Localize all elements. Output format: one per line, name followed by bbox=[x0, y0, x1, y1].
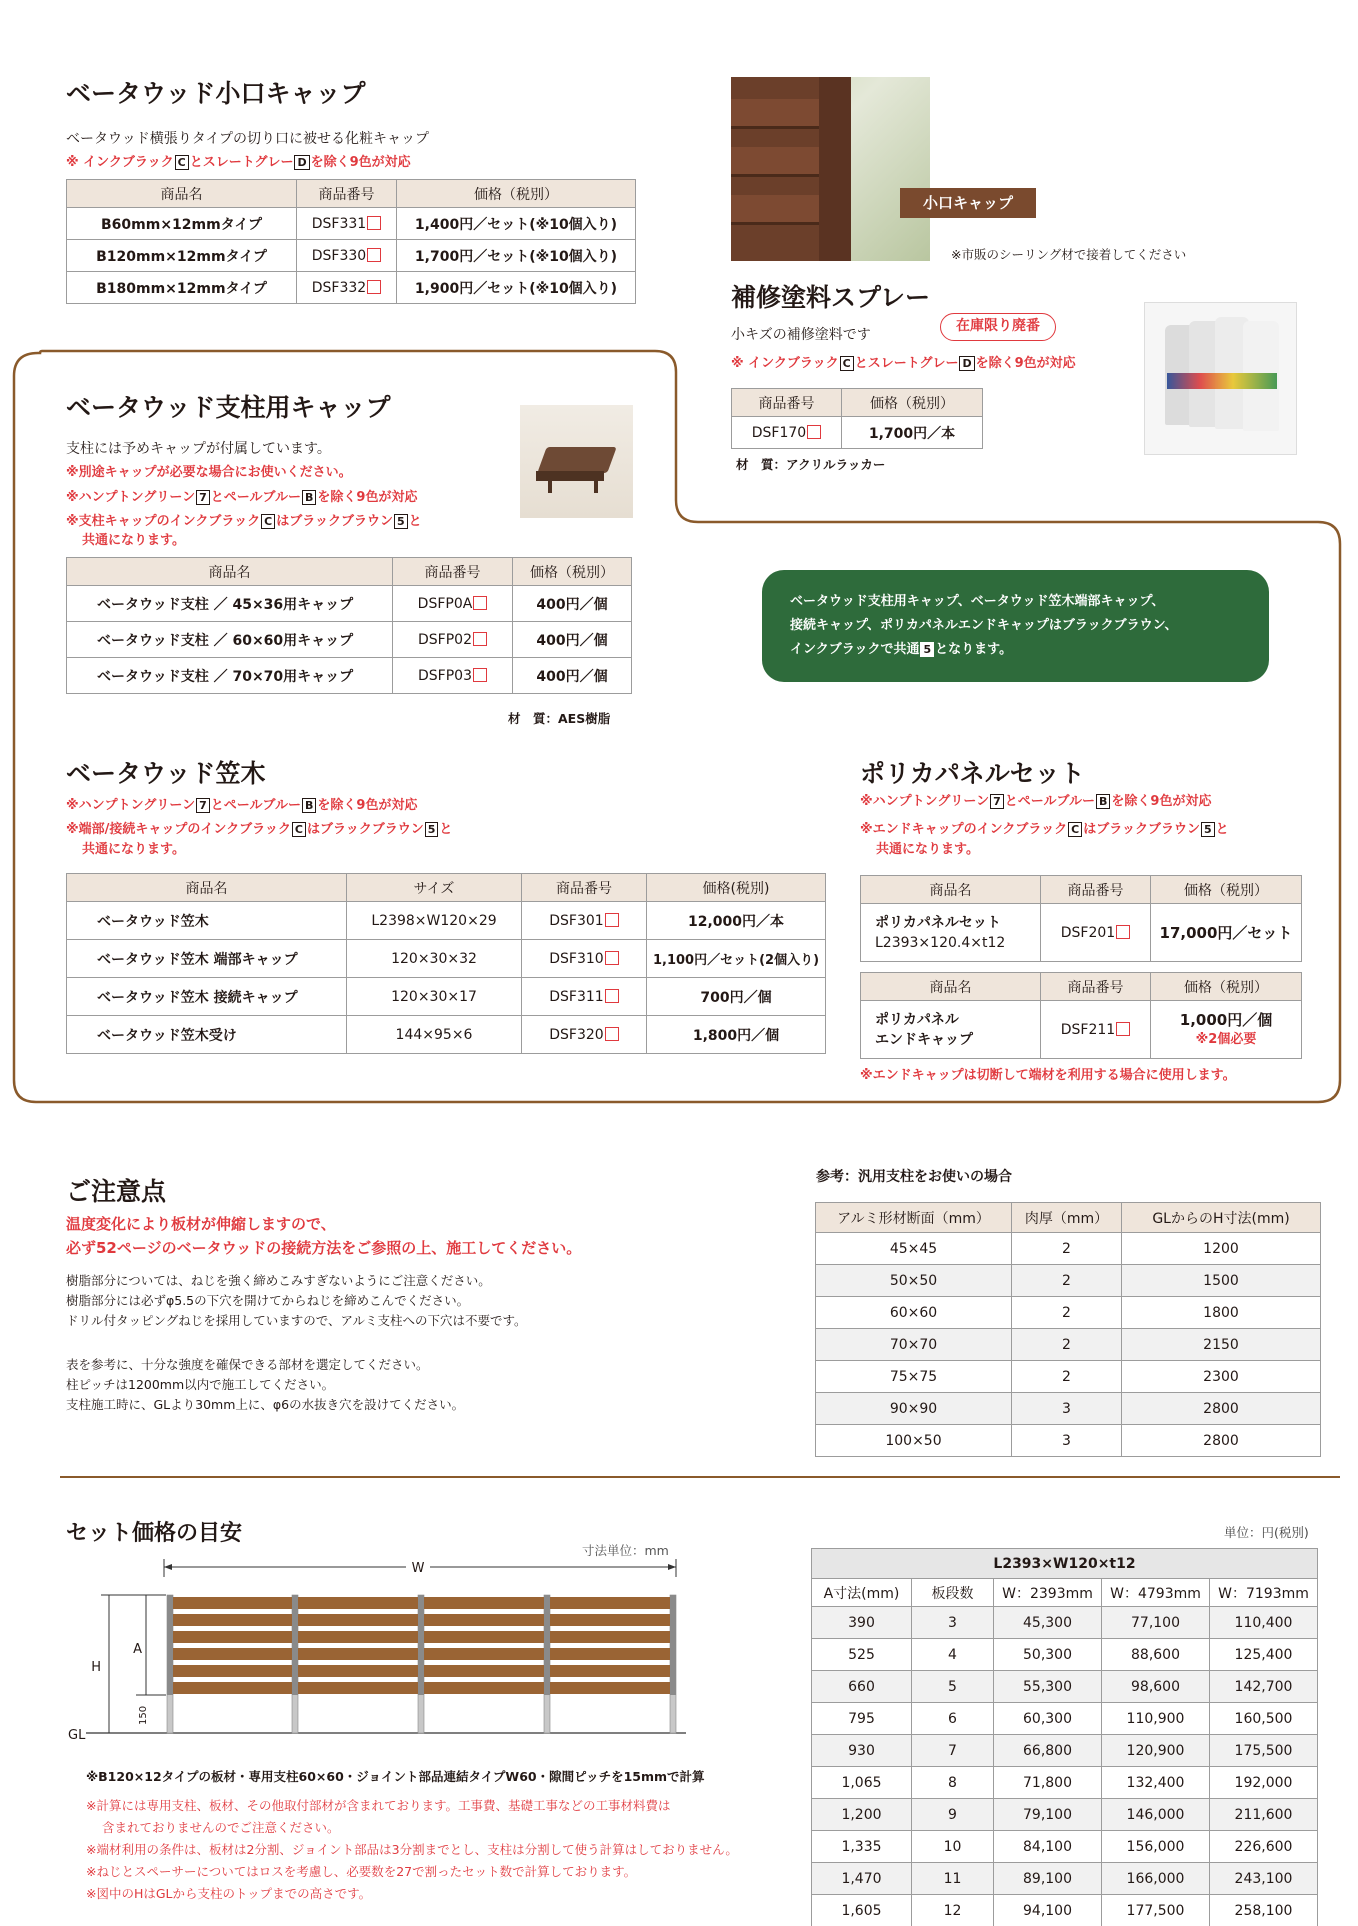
text: DSF201 bbox=[1060, 924, 1116, 941]
table-cell: 66,800 bbox=[994, 1735, 1102, 1767]
text: ※端材利用の条件は、板材は2分割、ジョイント部品は3分割までとし、支柱は分割して使う計算はしておりません。 bbox=[86, 1842, 738, 1857]
table-cell: 1,335 bbox=[812, 1831, 912, 1863]
kasagi-note-3: 共通になります。 bbox=[82, 842, 185, 857]
text: 表を参考に、十分な強度を確保できる部材を選定してください。 bbox=[66, 1357, 429, 1372]
color-code-badge: C bbox=[175, 155, 189, 170]
table-cell: 79,100 bbox=[994, 1799, 1102, 1831]
checkbox-square-icon bbox=[605, 951, 619, 965]
text: ※図中のHはGLから支柱のトップまでの高さです。 bbox=[86, 1886, 372, 1901]
kasagi-note-1: ※ハンプトングリーン 7 とペールブルー B を除く9色が対応 bbox=[66, 798, 418, 813]
table-cell: 12 bbox=[912, 1895, 994, 1926]
color-code-badge: C bbox=[840, 356, 854, 371]
post-cap-note-3: ※支柱キャップのインクブラック C はブラックブラウン 5 と bbox=[66, 514, 422, 529]
dimension-unit: 寸法単位：mm bbox=[582, 1543, 669, 1558]
table-cell bbox=[522, 940, 647, 978]
table-cell: 2 bbox=[1012, 1233, 1122, 1265]
text: DSF330 bbox=[311, 247, 367, 264]
text: エンドキャップ bbox=[875, 1031, 973, 1048]
text: 含まれておりませんのでご注意ください。 bbox=[102, 1820, 340, 1835]
text bbox=[861, 973, 1302, 1001]
table-cell bbox=[393, 658, 513, 694]
gl-label: GL bbox=[68, 1728, 86, 1743]
checkbox-square-icon bbox=[473, 668, 487, 682]
section-title-kasagi: ベータウッド笠木 bbox=[66, 759, 266, 788]
table-cell: 2150 bbox=[1122, 1329, 1321, 1361]
post-cap-note-4: 共通になります。 bbox=[82, 533, 185, 548]
section-title-spray: 補修塗料スプレー bbox=[731, 283, 931, 312]
table-cell: 1800 bbox=[1122, 1297, 1321, 1329]
col-header: W：2393mm bbox=[994, 1579, 1102, 1607]
section-title-end-cap: ベータウッド小口キャップ bbox=[66, 79, 366, 108]
table-cell: 211,600 bbox=[1210, 1799, 1318, 1831]
table-cell: 45,300 bbox=[994, 1607, 1102, 1639]
text bbox=[67, 874, 826, 902]
table-row bbox=[67, 586, 632, 622]
table-cell: ベータウッド支柱 ／ 45×36用キャップ bbox=[67, 586, 393, 622]
table-cell bbox=[1151, 1001, 1302, 1059]
color-code-badge: 5 bbox=[920, 642, 934, 657]
table-cell: 144×95×6 bbox=[347, 1016, 522, 1054]
table-cell: 60×60 bbox=[816, 1297, 1012, 1329]
table-cell: 192,000 bbox=[1210, 1767, 1318, 1799]
table-cell: 9 bbox=[912, 1799, 994, 1831]
table-cell: 2 bbox=[1012, 1329, 1122, 1361]
table-cell: ベータウッド笠木 bbox=[67, 902, 347, 940]
a-dimension-label: A bbox=[133, 1642, 142, 1657]
table-cell: 2 bbox=[1012, 1297, 1122, 1329]
table-cell: 258,100 bbox=[1210, 1895, 1318, 1926]
post-cap-photo bbox=[520, 405, 633, 518]
text: DSF311 bbox=[549, 988, 604, 1005]
table-cell: 94,100 bbox=[994, 1895, 1102, 1926]
table-cell: 177,500 bbox=[1102, 1895, 1210, 1926]
color-code-badge: 5 bbox=[394, 514, 408, 529]
table-cell bbox=[393, 586, 513, 622]
post-cap-note-1: ※別途キャップが必要な場合にお使いください。 bbox=[66, 465, 352, 480]
height-label: H bbox=[91, 1660, 101, 1675]
text: 必ず52ページのベータウッドの接続方法をご参照の上、施工してください。 bbox=[66, 1239, 582, 1257]
width-label: W bbox=[411, 1561, 425, 1576]
table-cell: ベータウッド笠木受け bbox=[67, 1016, 347, 1054]
table-cell: 50,300 bbox=[994, 1639, 1102, 1671]
text: ドリル付タッピングねじを採用していますので、アルミ支柱への下穴は不要です。 bbox=[66, 1313, 527, 1328]
color-code-badge: C bbox=[292, 822, 306, 837]
set-price-main-note: ※B120×12タイプの板材・専用支柱60×60・ジョイント部品連結タイプW60・隙間ピッチを15mmで計算 bbox=[86, 1769, 705, 1784]
text: ※計算には専用支柱、板材、その他取付部材が含まれております。工事費、基礎工事などの工事材料費は bbox=[86, 1798, 671, 1813]
text bbox=[816, 1203, 1321, 1233]
fence-diagram bbox=[66, 1555, 686, 1745]
table-cell: 100×50 bbox=[816, 1425, 1012, 1457]
text: DSF332 bbox=[311, 279, 367, 296]
table-cell: 110,900 bbox=[1102, 1703, 1210, 1735]
table-row bbox=[812, 1799, 1318, 1831]
table-cell: 120×30×32 bbox=[347, 940, 522, 978]
kasagi-table bbox=[66, 873, 826, 1054]
color-code-badge: B bbox=[302, 490, 316, 505]
table-cell bbox=[393, 622, 513, 658]
table-title: L2393×W120×t12 bbox=[812, 1549, 1318, 1579]
common-color-note-box bbox=[762, 570, 1269, 682]
table-row bbox=[861, 1001, 1302, 1059]
table-cell: ベータウッド支柱 ／ 60×60用キャップ bbox=[67, 622, 393, 658]
spray-description: 小キズの補修塗料です bbox=[731, 327, 871, 343]
table-row bbox=[812, 1863, 1318, 1895]
text: DSFP02 bbox=[418, 631, 472, 648]
text: ポリカパネルセット bbox=[875, 914, 1001, 931]
col-header: サイズ bbox=[347, 874, 522, 902]
table-cell bbox=[522, 902, 647, 940]
post-cap-table bbox=[66, 557, 632, 694]
table-cell: 50×50 bbox=[816, 1265, 1012, 1297]
caution-paragraph-1 bbox=[66, 1271, 527, 1331]
table-row bbox=[812, 1671, 1318, 1703]
col-header: 肉厚（mm） bbox=[1012, 1203, 1122, 1233]
table-cell: 1,700円／セット(※10個入り) bbox=[397, 240, 636, 272]
table-cell: 5 bbox=[912, 1671, 994, 1703]
table-cell: 7 bbox=[912, 1735, 994, 1767]
table-cell: 142,700 bbox=[1210, 1671, 1318, 1703]
table-cell: 660 bbox=[812, 1671, 912, 1703]
table-row bbox=[861, 904, 1302, 962]
table-cell: 2 bbox=[1012, 1265, 1122, 1297]
table-cell: 132,400 bbox=[1102, 1767, 1210, 1799]
table-row bbox=[67, 658, 632, 694]
table-cell: 6 bbox=[912, 1703, 994, 1735]
post-cap-material: 材 質：AES樹脂 bbox=[508, 711, 611, 726]
text: 1,000円／個 bbox=[1179, 1010, 1273, 1029]
polycarbonate-note-1: ※ハンプトングリーン 7 とペールブルー B を除く9色が対応 bbox=[860, 794, 1212, 809]
table-cell: 1,200 bbox=[812, 1799, 912, 1831]
text bbox=[812, 1579, 1318, 1607]
discontinued-badge: 在庫限り廃番 bbox=[940, 313, 1056, 341]
table-cell: ベータウッド笠木 接続キャップ bbox=[67, 978, 347, 1016]
col-header: W：4793mm bbox=[1102, 1579, 1210, 1607]
text: ポリカパネル bbox=[875, 1011, 959, 1028]
end-cap-color-note: ※ インクブラック C とスレートグレー D を除く9色が対応 bbox=[66, 155, 411, 170]
table-cell: 2 bbox=[1012, 1361, 1122, 1393]
section-divider bbox=[60, 1476, 1340, 1478]
table-cell: 90×90 bbox=[816, 1393, 1012, 1425]
text: 支柱施工時に、GLより30mm上に、φ6の水抜き穴を設けてください。 bbox=[66, 1397, 465, 1412]
table-row bbox=[816, 1233, 1321, 1265]
table-row bbox=[812, 1767, 1318, 1799]
color-code-badge: C bbox=[1068, 822, 1082, 837]
table-cell: 1,800円／個 bbox=[647, 1016, 826, 1054]
table-row bbox=[816, 1329, 1321, 1361]
table-cell: 700円／個 bbox=[647, 978, 826, 1016]
text: L2393×120.4×t12 bbox=[875, 934, 1006, 951]
checkbox-square-icon bbox=[473, 632, 487, 646]
text: DSF331 bbox=[311, 215, 367, 232]
table-cell: 84,100 bbox=[994, 1831, 1102, 1863]
col-header: 商品名 bbox=[861, 876, 1041, 904]
table-cell bbox=[861, 1001, 1041, 1059]
table-cell: 75×75 bbox=[816, 1361, 1012, 1393]
table-cell: 2300 bbox=[1122, 1361, 1321, 1393]
col-header: 商品名 bbox=[67, 874, 347, 902]
end-cap-photo-label: 小口キャップ bbox=[900, 188, 1036, 218]
table-cell: 1,900円／セット(※10個入り) bbox=[397, 272, 636, 304]
section-title-cautions: ご注意点 bbox=[66, 1177, 167, 1206]
table-cell: 45×45 bbox=[816, 1233, 1012, 1265]
common-note-line: ベータウッド支柱用キャップ、ベータウッド笠木端部キャップ、 bbox=[790, 594, 1165, 609]
color-code-badge: D bbox=[959, 356, 974, 371]
color-code-badge: 7 bbox=[196, 798, 210, 813]
checkbox-square-icon bbox=[1116, 925, 1130, 939]
table-row bbox=[816, 1297, 1321, 1329]
text: DSFP03 bbox=[418, 667, 472, 684]
checkbox-square-icon bbox=[605, 989, 619, 1003]
table-cell: 166,000 bbox=[1102, 1863, 1210, 1895]
table-cell: 1,100円／セット(2個入り) bbox=[647, 940, 826, 978]
text: ※ねじとスペーサーについてはロスを考慮し、必要数を27で割ったセット数で計算しております。 bbox=[86, 1864, 637, 1879]
table-cell: B60mm×12mmタイプ bbox=[67, 208, 297, 240]
table-row bbox=[816, 1361, 1321, 1393]
table-cell: 98,600 bbox=[1102, 1671, 1210, 1703]
end-cap-photo-note: ※市販のシーリング材で接着してください bbox=[951, 247, 1187, 262]
table-cell: 400円／個 bbox=[513, 622, 632, 658]
col-header: 価格（税別） bbox=[513, 558, 632, 586]
set-price-table bbox=[811, 1548, 1318, 1926]
table-cell: 146,000 bbox=[1102, 1799, 1210, 1831]
kasagi-note-2: ※端部/接続キャップのインクブラック C はブラックブラウン 5 と bbox=[66, 822, 453, 837]
checkbox-square-icon bbox=[1116, 1022, 1130, 1036]
col-header: 価格(税別) bbox=[647, 874, 826, 902]
table-cell: 88,600 bbox=[1102, 1639, 1210, 1671]
common-note-line: インクブラックで共通 5 となります。 bbox=[790, 642, 1013, 657]
table-cell: 125,400 bbox=[1210, 1639, 1318, 1671]
caution-paragraph-2 bbox=[66, 1355, 464, 1415]
table-cell: 175,500 bbox=[1210, 1735, 1318, 1767]
table-cell bbox=[1041, 904, 1151, 962]
col-header: 商品番号 bbox=[732, 389, 842, 417]
table-row bbox=[812, 1639, 1318, 1671]
col-header: 商品番号 bbox=[297, 180, 397, 208]
text: DSF301 bbox=[549, 912, 604, 929]
text: DSF320 bbox=[549, 1026, 604, 1043]
table-cell: 930 bbox=[812, 1735, 912, 1767]
table-cell: 110,400 bbox=[1210, 1607, 1318, 1639]
table-cell: 1,065 bbox=[812, 1767, 912, 1799]
checkbox-square-icon bbox=[605, 1027, 619, 1041]
table-cell: 11 bbox=[912, 1863, 994, 1895]
col-header: 価格（税別） bbox=[1151, 876, 1302, 904]
table-cell: 55,300 bbox=[994, 1671, 1102, 1703]
table-row bbox=[67, 622, 632, 658]
section-title-set-price: セット価格の目安 bbox=[66, 1520, 243, 1546]
table-row bbox=[67, 1016, 826, 1054]
spray-material: 材 質：アクリルラッカー bbox=[736, 457, 886, 472]
table-cell: 2800 bbox=[1122, 1425, 1321, 1457]
table-cell: B180mm×12mmタイプ bbox=[67, 272, 297, 304]
table-cell bbox=[1041, 1001, 1151, 1059]
general-post-title: 参考：汎用支柱をお使いの場合 bbox=[816, 1169, 1012, 1185]
common-note-line: 接続キャップ、ポリカパネルエンドキャップはブラックブラウン、 bbox=[790, 618, 1178, 633]
table-cell: 71,800 bbox=[994, 1767, 1102, 1799]
table-row bbox=[816, 1393, 1321, 1425]
polycarbonate-footnote: ※エンドキャップは切断して端材を利用する場合に使用します。 bbox=[860, 1068, 1236, 1083]
col-header: 価格（税別） bbox=[1151, 973, 1302, 1001]
text: 柱ピッチは1200mm以内で施工してください。 bbox=[66, 1377, 335, 1392]
table-row bbox=[812, 1831, 1318, 1863]
col-header: 商品番号 bbox=[522, 874, 647, 902]
table-cell: 17,000円／セット bbox=[1151, 904, 1302, 962]
table-cell: B120mm×12mmタイプ bbox=[67, 240, 297, 272]
table-row bbox=[67, 940, 826, 978]
text bbox=[861, 876, 1302, 904]
col-header: 価格（税別） bbox=[397, 180, 636, 208]
table-row bbox=[812, 1703, 1318, 1735]
col-header: 価格（税別） bbox=[842, 389, 983, 417]
table-row bbox=[67, 902, 826, 940]
text: DSFP0A bbox=[417, 595, 473, 612]
table-row bbox=[812, 1895, 1318, 1926]
table-cell: 4 bbox=[912, 1639, 994, 1671]
end-cap-description: ベータウッド横張りタイプの切り口に被せる化粧キャップ bbox=[66, 131, 430, 147]
col-header: 板段数 bbox=[912, 1579, 994, 1607]
table-cell: 3 bbox=[1012, 1425, 1122, 1457]
caution-warning bbox=[66, 1212, 581, 1260]
color-code-badge: C bbox=[261, 514, 275, 529]
table-cell: 8 bbox=[912, 1767, 994, 1799]
table-cell: 2800 bbox=[1122, 1393, 1321, 1425]
color-code-badge: B bbox=[302, 798, 316, 813]
table-cell: ベータウッド笠木 端部キャップ bbox=[67, 940, 347, 978]
table-cell: 70×70 bbox=[816, 1329, 1012, 1361]
table-cell: 1,400円／セット(※10個入り) bbox=[397, 208, 636, 240]
table-row bbox=[812, 1735, 1318, 1767]
text bbox=[67, 558, 632, 586]
color-code-badge: 5 bbox=[425, 822, 439, 837]
col-header: GLからのH寸法(mm) bbox=[1122, 1203, 1321, 1233]
col-header: 商品番号 bbox=[1041, 973, 1151, 1001]
text bbox=[812, 1549, 1318, 1579]
table-cell: 3 bbox=[912, 1607, 994, 1639]
set-price-notes bbox=[86, 1795, 738, 1905]
table-cell: ベータウッド支柱 ／ 70×70用キャップ bbox=[67, 658, 393, 694]
table-cell: 525 bbox=[812, 1639, 912, 1671]
checkbox-square-icon bbox=[473, 596, 487, 610]
general-post-table bbox=[815, 1202, 1321, 1457]
table-row bbox=[812, 1607, 1318, 1639]
text: DSF170 bbox=[751, 424, 807, 441]
text: 温度変化により板材が伸縮しますので、 bbox=[66, 1215, 336, 1233]
table-cell bbox=[861, 904, 1041, 962]
color-code-badge: 7 bbox=[196, 490, 210, 505]
col-header: 商品番号 bbox=[393, 558, 513, 586]
table-cell bbox=[522, 1016, 647, 1054]
col-header: 商品名 bbox=[67, 180, 297, 208]
checkbox-square-icon bbox=[605, 913, 619, 927]
spray-color-note: ※ インクブラック C とスレートグレー D を除く9色が対応 bbox=[731, 356, 1076, 371]
col-header: アルミ形材断面（mm） bbox=[816, 1203, 1012, 1233]
table-cell: 156,000 bbox=[1102, 1831, 1210, 1863]
text: DSF310 bbox=[549, 950, 604, 967]
col-header: A寸法(mm) bbox=[812, 1579, 912, 1607]
text: 樹脂部分には必ずφ5.5の下穴を開けてからねじを締めこんでください。 bbox=[66, 1293, 470, 1308]
color-code-badge: D bbox=[294, 155, 309, 170]
table-row bbox=[816, 1425, 1321, 1457]
section-title-polycarbonate: ポリカパネルセット bbox=[860, 759, 1085, 788]
table-cell: 1,700円／本 bbox=[842, 417, 983, 449]
polycarbonate-note-3: 共通になります。 bbox=[876, 842, 979, 857]
table-cell: 120,900 bbox=[1102, 1735, 1210, 1767]
post-cap-note-2: ※ハンプトングリーン 7 とペールブルー B を除く9色が対応 bbox=[66, 490, 418, 505]
table-cell: 226,600 bbox=[1210, 1831, 1318, 1863]
polycarbonate-endcap-table bbox=[860, 972, 1302, 1059]
table-cell: 1,470 bbox=[812, 1863, 912, 1895]
post-cap-description: 支柱には予めキャップが付属しています。 bbox=[66, 441, 331, 457]
table-cell: 1200 bbox=[1122, 1233, 1321, 1265]
color-code-badge: 5 bbox=[1201, 822, 1215, 837]
table-cell: 60,300 bbox=[994, 1703, 1102, 1735]
table-cell: 1500 bbox=[1122, 1265, 1321, 1297]
table-cell: 89,100 bbox=[994, 1863, 1102, 1895]
col-header: W：7193mm bbox=[1210, 1579, 1318, 1607]
table-cell: 243,100 bbox=[1210, 1863, 1318, 1895]
text: 樹脂部分については、ねじを強く締めこみすぎないようにご注意ください。 bbox=[66, 1273, 491, 1288]
150-label: 150 bbox=[138, 1705, 149, 1725]
col-header: 商品番号 bbox=[1041, 876, 1151, 904]
table-cell: 795 bbox=[812, 1703, 912, 1735]
table-cell: 12,000円／本 bbox=[647, 902, 826, 940]
polycarbonate-set-table bbox=[860, 875, 1302, 962]
col-header: 商品名 bbox=[67, 558, 393, 586]
color-code-badge: 7 bbox=[990, 794, 1004, 809]
text: DSF211 bbox=[1060, 1021, 1116, 1038]
table-cell: L2398×W120×29 bbox=[347, 902, 522, 940]
polycarbonate-note-2: ※エンドキャップのインクブラック C はブラックブラウン 5 と bbox=[860, 822, 1229, 837]
table-cell: 77,100 bbox=[1102, 1607, 1210, 1639]
table-cell bbox=[522, 978, 647, 1016]
col-header: 商品名 bbox=[861, 973, 1041, 1001]
table-cell: 390 bbox=[812, 1607, 912, 1639]
table-cell: 400円／個 bbox=[513, 658, 632, 694]
table-cell: 120×30×17 bbox=[347, 978, 522, 1016]
table-row bbox=[67, 978, 826, 1016]
table-cell: 3 bbox=[1012, 1393, 1122, 1425]
table-cell: 400円／個 bbox=[513, 586, 632, 622]
price-unit: 単位：円(税別) bbox=[1224, 1525, 1309, 1540]
table-row bbox=[816, 1265, 1321, 1297]
table-cell: 1,605 bbox=[812, 1895, 912, 1926]
table-cell: 160,500 bbox=[1210, 1703, 1318, 1735]
color-code-badge: B bbox=[1096, 794, 1110, 809]
table-cell: 10 bbox=[912, 1831, 994, 1863]
text: ※2個必要 bbox=[1195, 1031, 1257, 1047]
section-title-post-cap: ベータウッド支柱用キャップ bbox=[66, 393, 391, 422]
